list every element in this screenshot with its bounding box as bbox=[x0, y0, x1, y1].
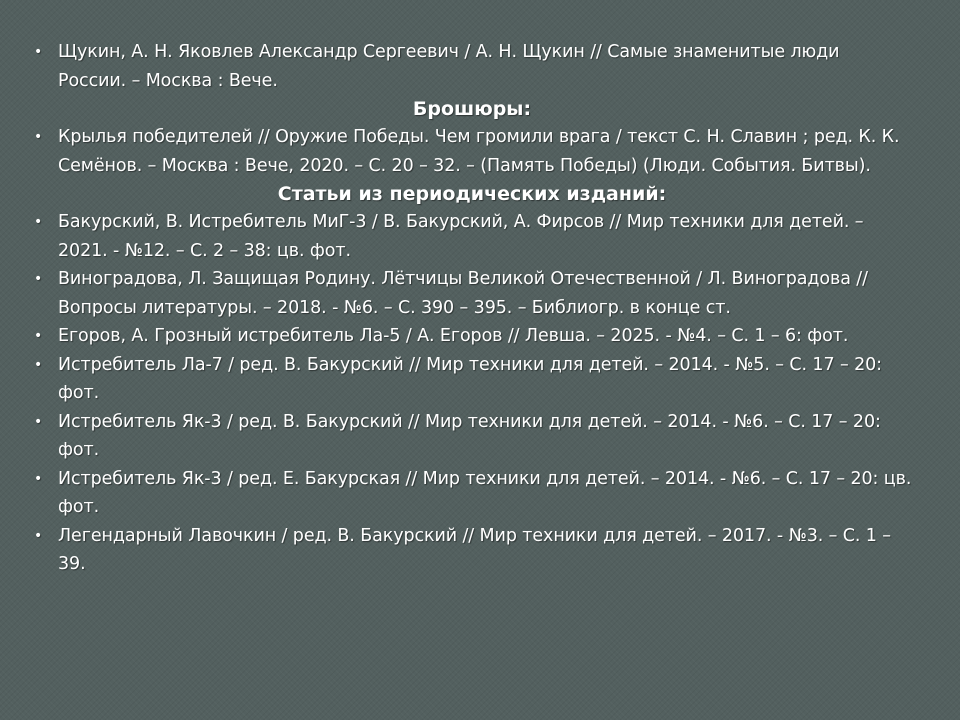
brochures-list bbox=[32, 123, 912, 180]
bullet-icon: • bbox=[34, 527, 43, 544]
intro-list bbox=[32, 38, 912, 95]
item-text: Егоров, А. Грозный истребитель Ла-5 / А. Егоров // Левша. – 2025. - №4. – С. 1 – 6: фот. bbox=[58, 326, 849, 346]
bullet-icon: • bbox=[34, 44, 43, 60]
item-text: Истребитель Як-3 / ред. Е. Бакурская // Мир техники для детей. – 2014. - №6. – С. 17 – 20: цв. фот. bbox=[58, 468, 912, 517]
item-text: Истребитель Як-3 / ред. В. Бакурский // Мир техники для детей. – 2014. - №6. – С. 17 – 20: фот. bbox=[58, 411, 881, 460]
section-heading-brochures: Брошюры: bbox=[412, 98, 532, 120]
periodicals-list bbox=[32, 208, 912, 579]
bullet-icon: • bbox=[34, 271, 43, 287]
bullet-icon: • bbox=[34, 129, 43, 145]
bullet-icon: • bbox=[34, 413, 43, 430]
list-item bbox=[32, 265, 912, 322]
section-heading-periodicals: Статьи из периодических изданий: bbox=[277, 183, 667, 205]
list-item bbox=[32, 408, 912, 465]
item-text: Легендарный Лавочкин / ред. В. Бакурский // Мир техники для детей. – 2017. - №3. – С. 1 – 39. bbox=[58, 525, 891, 574]
bullet-icon: • bbox=[34, 356, 43, 373]
item-text: Крылья победителей // Оружие Победы. Чем громили врага / текст С. Н. Славин ; ред. К. К. Семёнов. – Москва : Вече, 2020. – С. 20 – 32. – (Память Победы) (Люди. События. Битвы). bbox=[58, 127, 900, 176]
list-item bbox=[32, 351, 912, 408]
list-item bbox=[32, 322, 912, 351]
item-text: Истребитель Ла-7 / ред. В. Бакурский // Мир техники для детей. – 2014. - №5. – С. 17 – 20: фот. bbox=[58, 354, 882, 403]
item-text: Виноградова, Л. Защищая Родину. Лётчицы Великой Отечественной / Л. Виноградова // Вопросы литературы. – 2018. - №6. – С. 390 – 395. – Библиогр. в конце ст. bbox=[58, 269, 868, 318]
list-item bbox=[32, 465, 912, 522]
bullet-icon: • bbox=[34, 214, 43, 230]
slide-content bbox=[32, 38, 912, 579]
bullet-icon: • bbox=[34, 470, 43, 487]
item-text: Щукин, А. Н. Яковлев Александр Сергеевич / А. Н. Щукин // Самые знаменитые люди России. – Москва : Вече. bbox=[58, 42, 840, 91]
list-item bbox=[32, 208, 912, 265]
bullet-icon: • bbox=[34, 328, 43, 344]
item-text: Бакурский, В. Истребитель МиГ-3 / В. Бакурский, А. Фирсов // Мир техники для детей. – 2021. - №12. – С. 2 – 38: цв. фот. bbox=[58, 212, 864, 261]
list-item bbox=[32, 38, 912, 95]
list-item bbox=[32, 123, 912, 180]
list-item bbox=[32, 522, 912, 579]
